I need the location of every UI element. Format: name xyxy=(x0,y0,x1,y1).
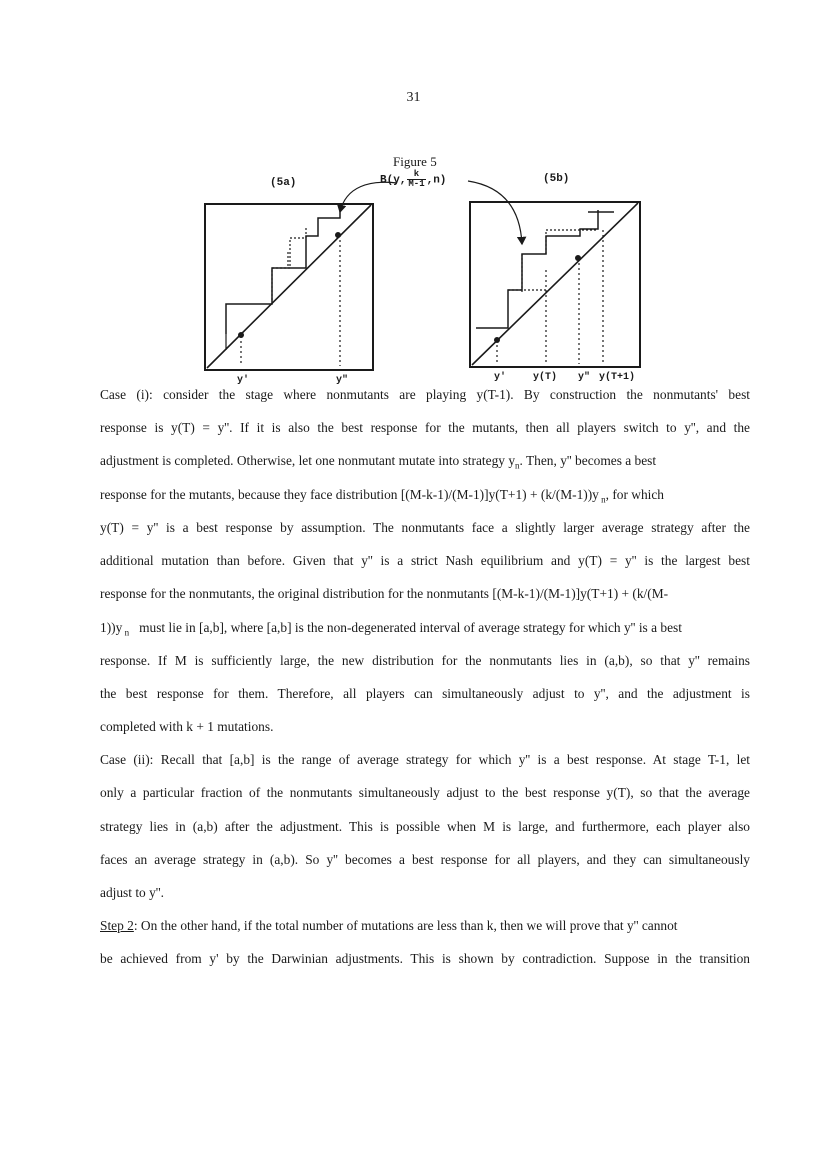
text-line: response for the nonmutants, the original distribution for the nonmutants [(M-k-1)/(M-1)]y(T+1) + (k/(M- xyxy=(100,586,669,601)
panel-a-label: (5a) xyxy=(270,177,297,189)
text-line: additional mutation than before. Given that y'' is a strict Nash equilibrium and y(T) = y'' is the largest best xyxy=(100,553,750,568)
panel-a-equilibrium-low xyxy=(238,332,244,338)
panel-b-label: (5b) xyxy=(543,173,570,185)
text-line: response. If M is sufficiently large, the new distribution for the nonmutants lies in (a,b), so that y'' remains xyxy=(100,653,750,668)
text-line: y(T) = y'' is a best response by assumption. The nonmutants face a slightly larger average strategy after the xyxy=(100,520,750,535)
panel-b-axis-yT: y(T) xyxy=(533,372,558,383)
panel-b-step-function xyxy=(476,210,598,328)
text-line: strategy lies in (a,b) after the adjustment. This is possible when M is large, and furthermore, each player also xyxy=(100,819,750,834)
best-response-label: B(y, $\frac{k}{M-1}$ ,n) xyxy=(380,169,447,189)
panel-b-axis-yT1: y(T+1) xyxy=(599,372,636,383)
panel-b-equilibrium-mid xyxy=(575,255,581,261)
text-line: response for the mutants, because they face distribution [(M-k-1)/(M-1)]y(T+1) + (k/(M-1))y $_n$, for which xyxy=(100,487,665,505)
text-line: Case (ii): Recall that [a,b] is the range of average strategy for which y'' is a best response. At stage T-1, let xyxy=(100,752,750,767)
panel-a-step-function xyxy=(226,207,340,334)
text-line: 1))y $_n$ must lie in [a,b], where [a,b] is the non-degenerated interval of average strategy for which y'' is a best xyxy=(100,620,682,638)
panel-a-equilibrium-high xyxy=(335,232,341,238)
panel-a-axis-y-prime: y' xyxy=(237,375,250,386)
panel-a-adjustment-path xyxy=(272,226,306,300)
panel-b-axis-y-double-prime: y" xyxy=(578,372,591,383)
step-2-heading: Step 2 xyxy=(100,918,134,933)
text-line: the best response for them. Therefore, all players can simultaneously adjust to y'', and the adjustment is xyxy=(100,686,750,701)
text-line: only a particular fraction of the nonmutants simultaneously adjust to the best response y(T), so that the average xyxy=(100,785,750,800)
text-line: be achieved from y' by the Darwinian adjustments. This is shown by contradiction. Suppose in the transition xyxy=(100,951,750,966)
text-line: adjustment is completed. Otherwise, let one nonmutant mutate into strategy $y_n$. Then, y'' becomes a best xyxy=(100,453,657,471)
panel-a-axis-y-double-prime: y" xyxy=(336,375,349,386)
text-line: faces an average strategy in (a,b). So y'' becomes a best response for all players, and they can simultaneously xyxy=(100,852,750,867)
arrow-to-panel-b xyxy=(468,181,522,244)
figure-title: Figure 5 xyxy=(393,154,437,169)
page-number: 31 xyxy=(406,90,421,105)
text-line: response is y(T) = y''. If it is also the best response for the mutants, then all players switch to y'', and the xyxy=(100,420,750,435)
text-line: adjust to y''. xyxy=(100,885,164,900)
text-line: Case (i): consider the stage where nonmutants are playing y(T-1). By construction the nonmutants' best xyxy=(100,387,750,402)
text-line: completed with k + 1 mutations. xyxy=(100,719,274,734)
panel-b-axis-y-prime: y' xyxy=(494,372,507,383)
panel-a-diagonal xyxy=(207,205,371,368)
panel-b-equilibrium-low xyxy=(494,337,500,343)
text-line: Step 2: On the other hand, if the total number of mutations are less than k, then we will prove that y'' cannot xyxy=(100,918,678,933)
